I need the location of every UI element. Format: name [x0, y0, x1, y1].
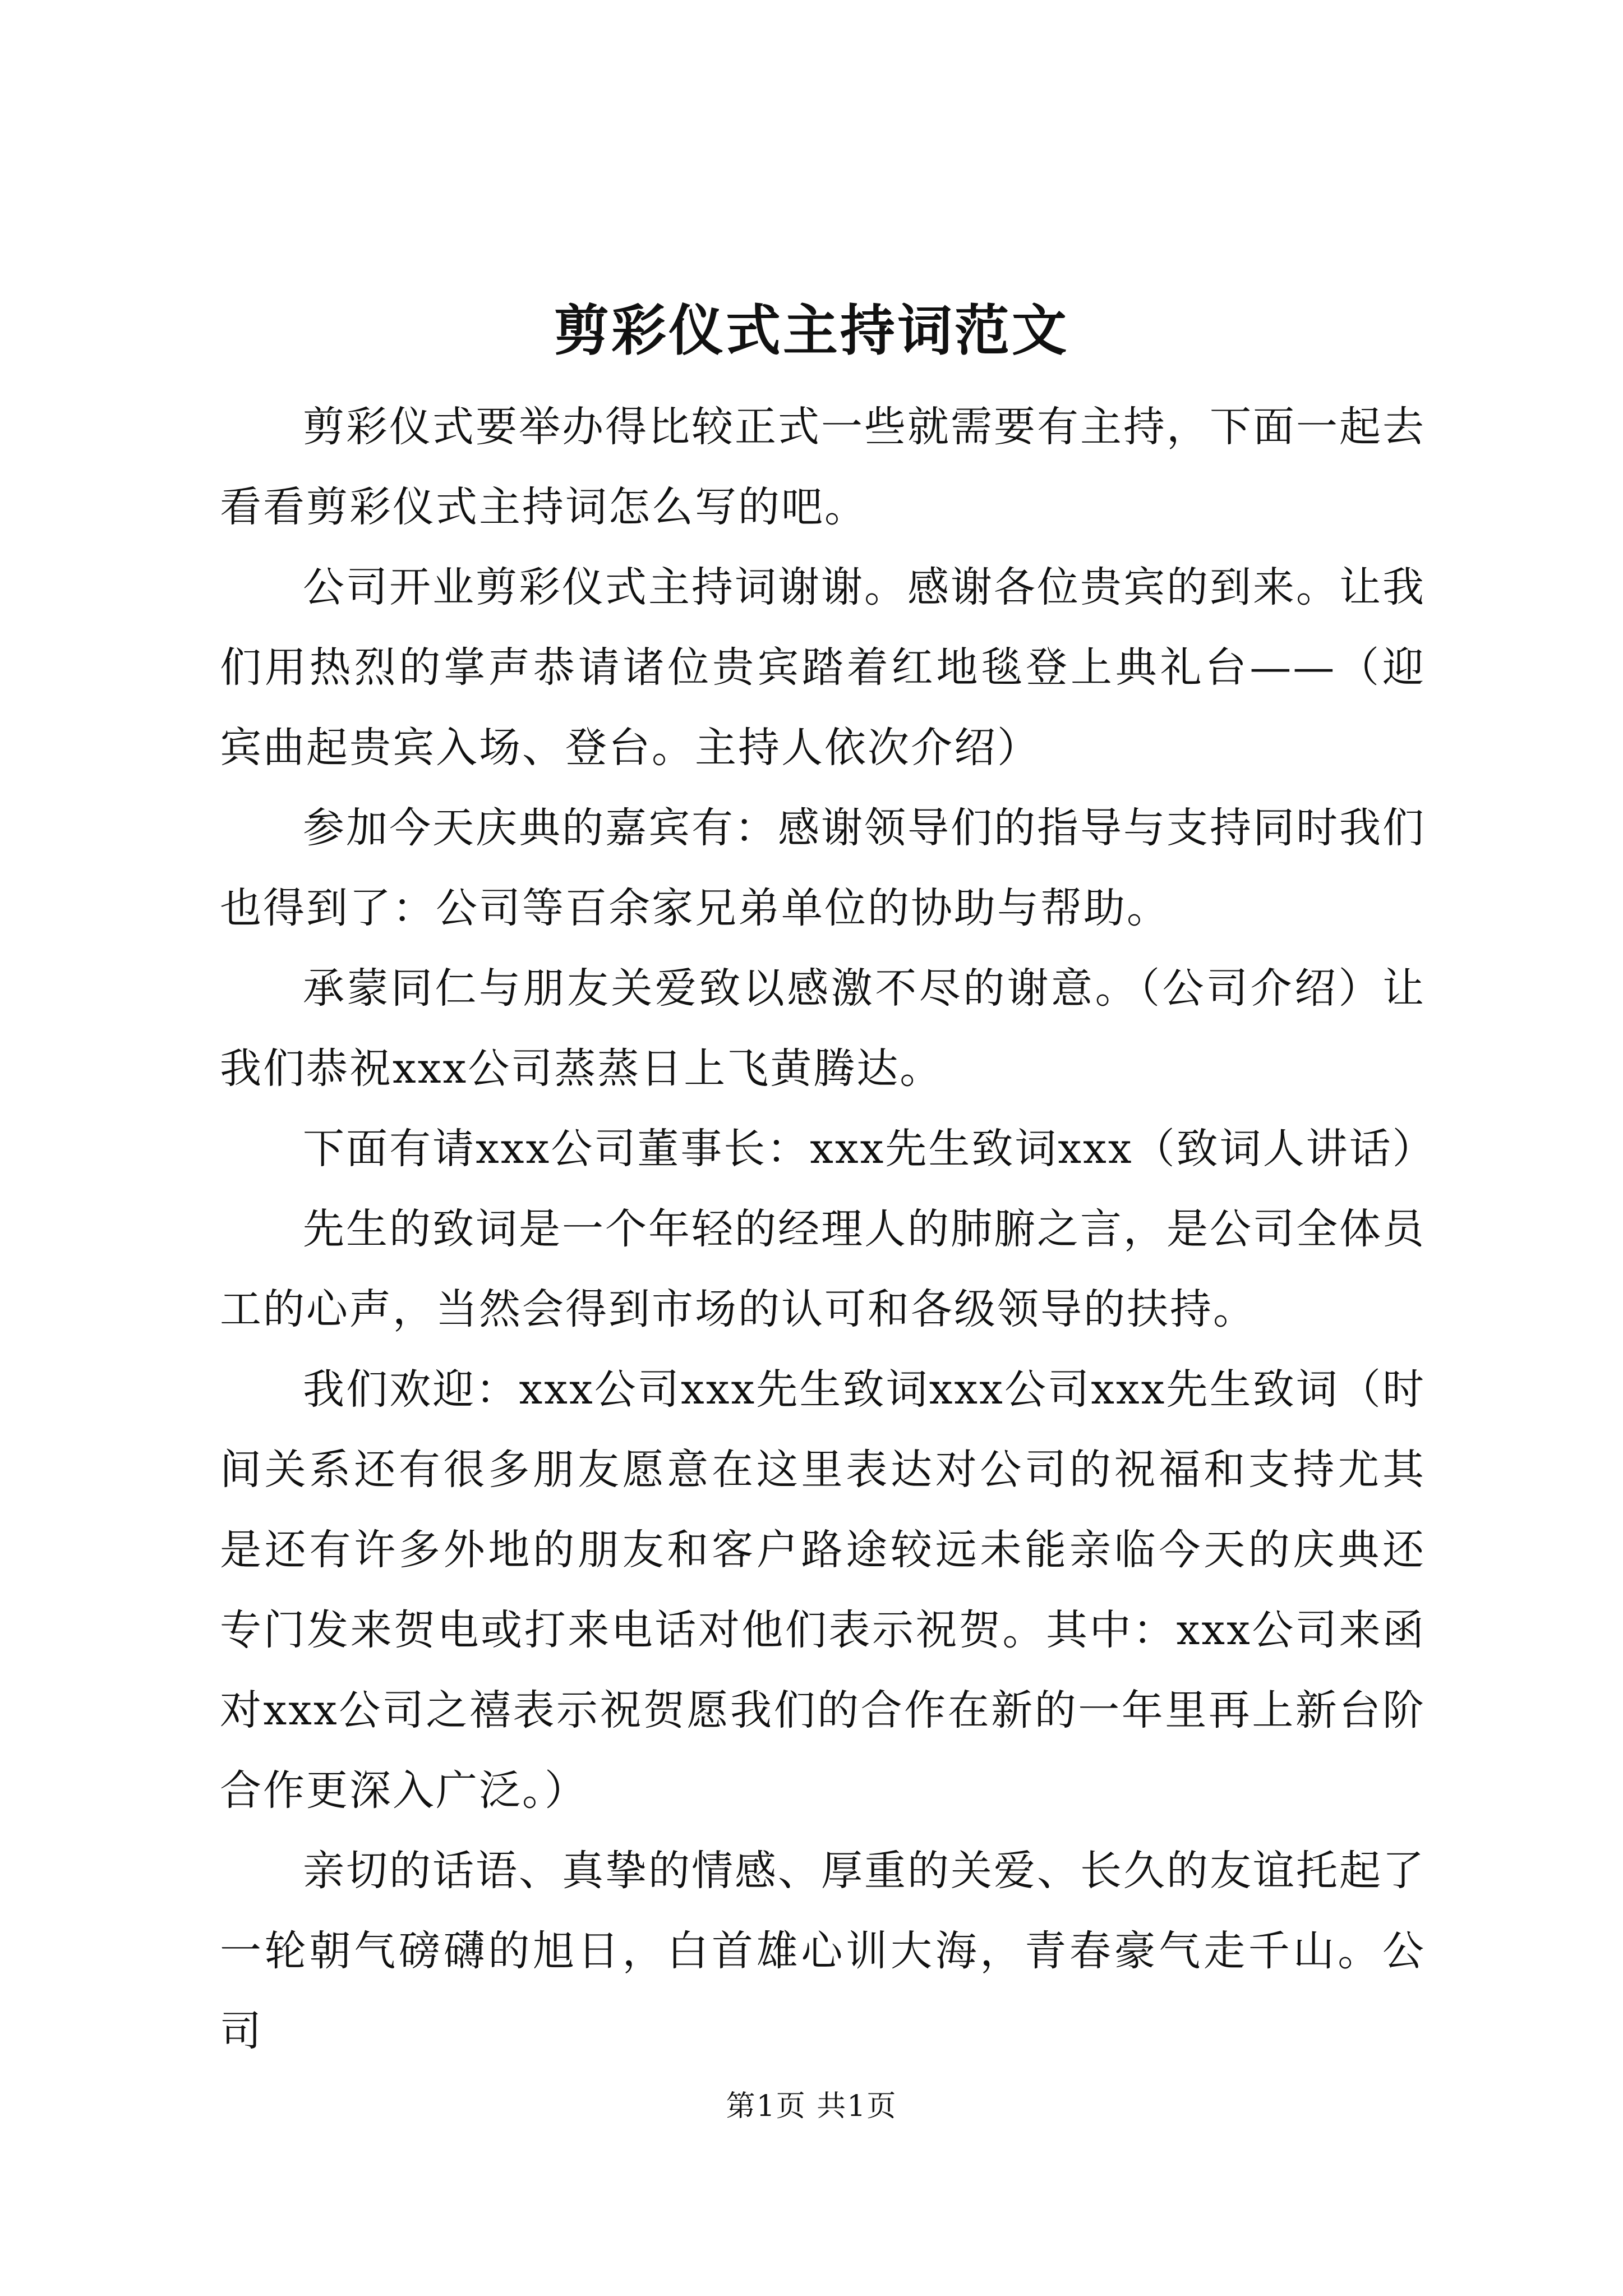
paragraph: 剪彩仪式要举办得比较正式一些就需要有主持，下面一起去看看剪彩仪式主持词怎么写的吧。 [220, 403, 1426, 531]
paragraph: 亲切的话语、真挚的情感、厚重的关爱、长久的友谊托起了一轮朝气磅礴的旭日，白首雄心训大海，青春豪气走千山。公司 [220, 1847, 1426, 2055]
page-number-footer: 第1页 共1页 [726, 2090, 897, 2123]
paragraph: 公司开业剪彩仪式主持词谢谢。感谢各位贵宾的到来。让我们用热烈的掌声恭请诸位贵宾踏着红地毯登上典礼台——（迎宾曲起贵宾入场、登台。主持人依次介绍） [220, 563, 1426, 772]
document-body [220, 387, 1436, 2072]
paragraph: 承蒙同仁与朋友关爱致以感激不尽的谢意。（公司介绍）让我们恭祝xxx公司蒸蒸日上飞黄腾达。 [220, 964, 1426, 1093]
paragraph: 我们欢迎：xxx公司xxx先生致词xxx公司xxx先生致词（时间关系还有很多朋友愿意在这里表达对公司的祝福和支持尤其是还有许多外地的朋友和客户路途较远未能亲临今天的庆典还专门发来贺电或打来电话对他们表示祝贺。其中：xxx公司来函对xxx公司之禧表示祝贺愿我们的合作在新的一年里再上新台阶合作更深入广泛。） [220, 1365, 1426, 1815]
paragraph: 先生的致词是一个年轻的经理人的肺腑之言，是公司全体员工的心声，当然会得到市场的认可和各级领导的扶持。 [220, 1205, 1426, 1333]
paragraph: 下面有请xxx公司董事长：xxx先生致词xxx（致词人讲话） [303, 1125, 1436, 1173]
document-title: 剪彩仪式主持词范文 [554, 298, 1069, 363]
paragraph: 参加今天庆典的嘉宾有：感谢领导们的指导与支持同时我们也得到了：公司等百余家兄弟单位的协助与帮助。 [220, 804, 1426, 932]
